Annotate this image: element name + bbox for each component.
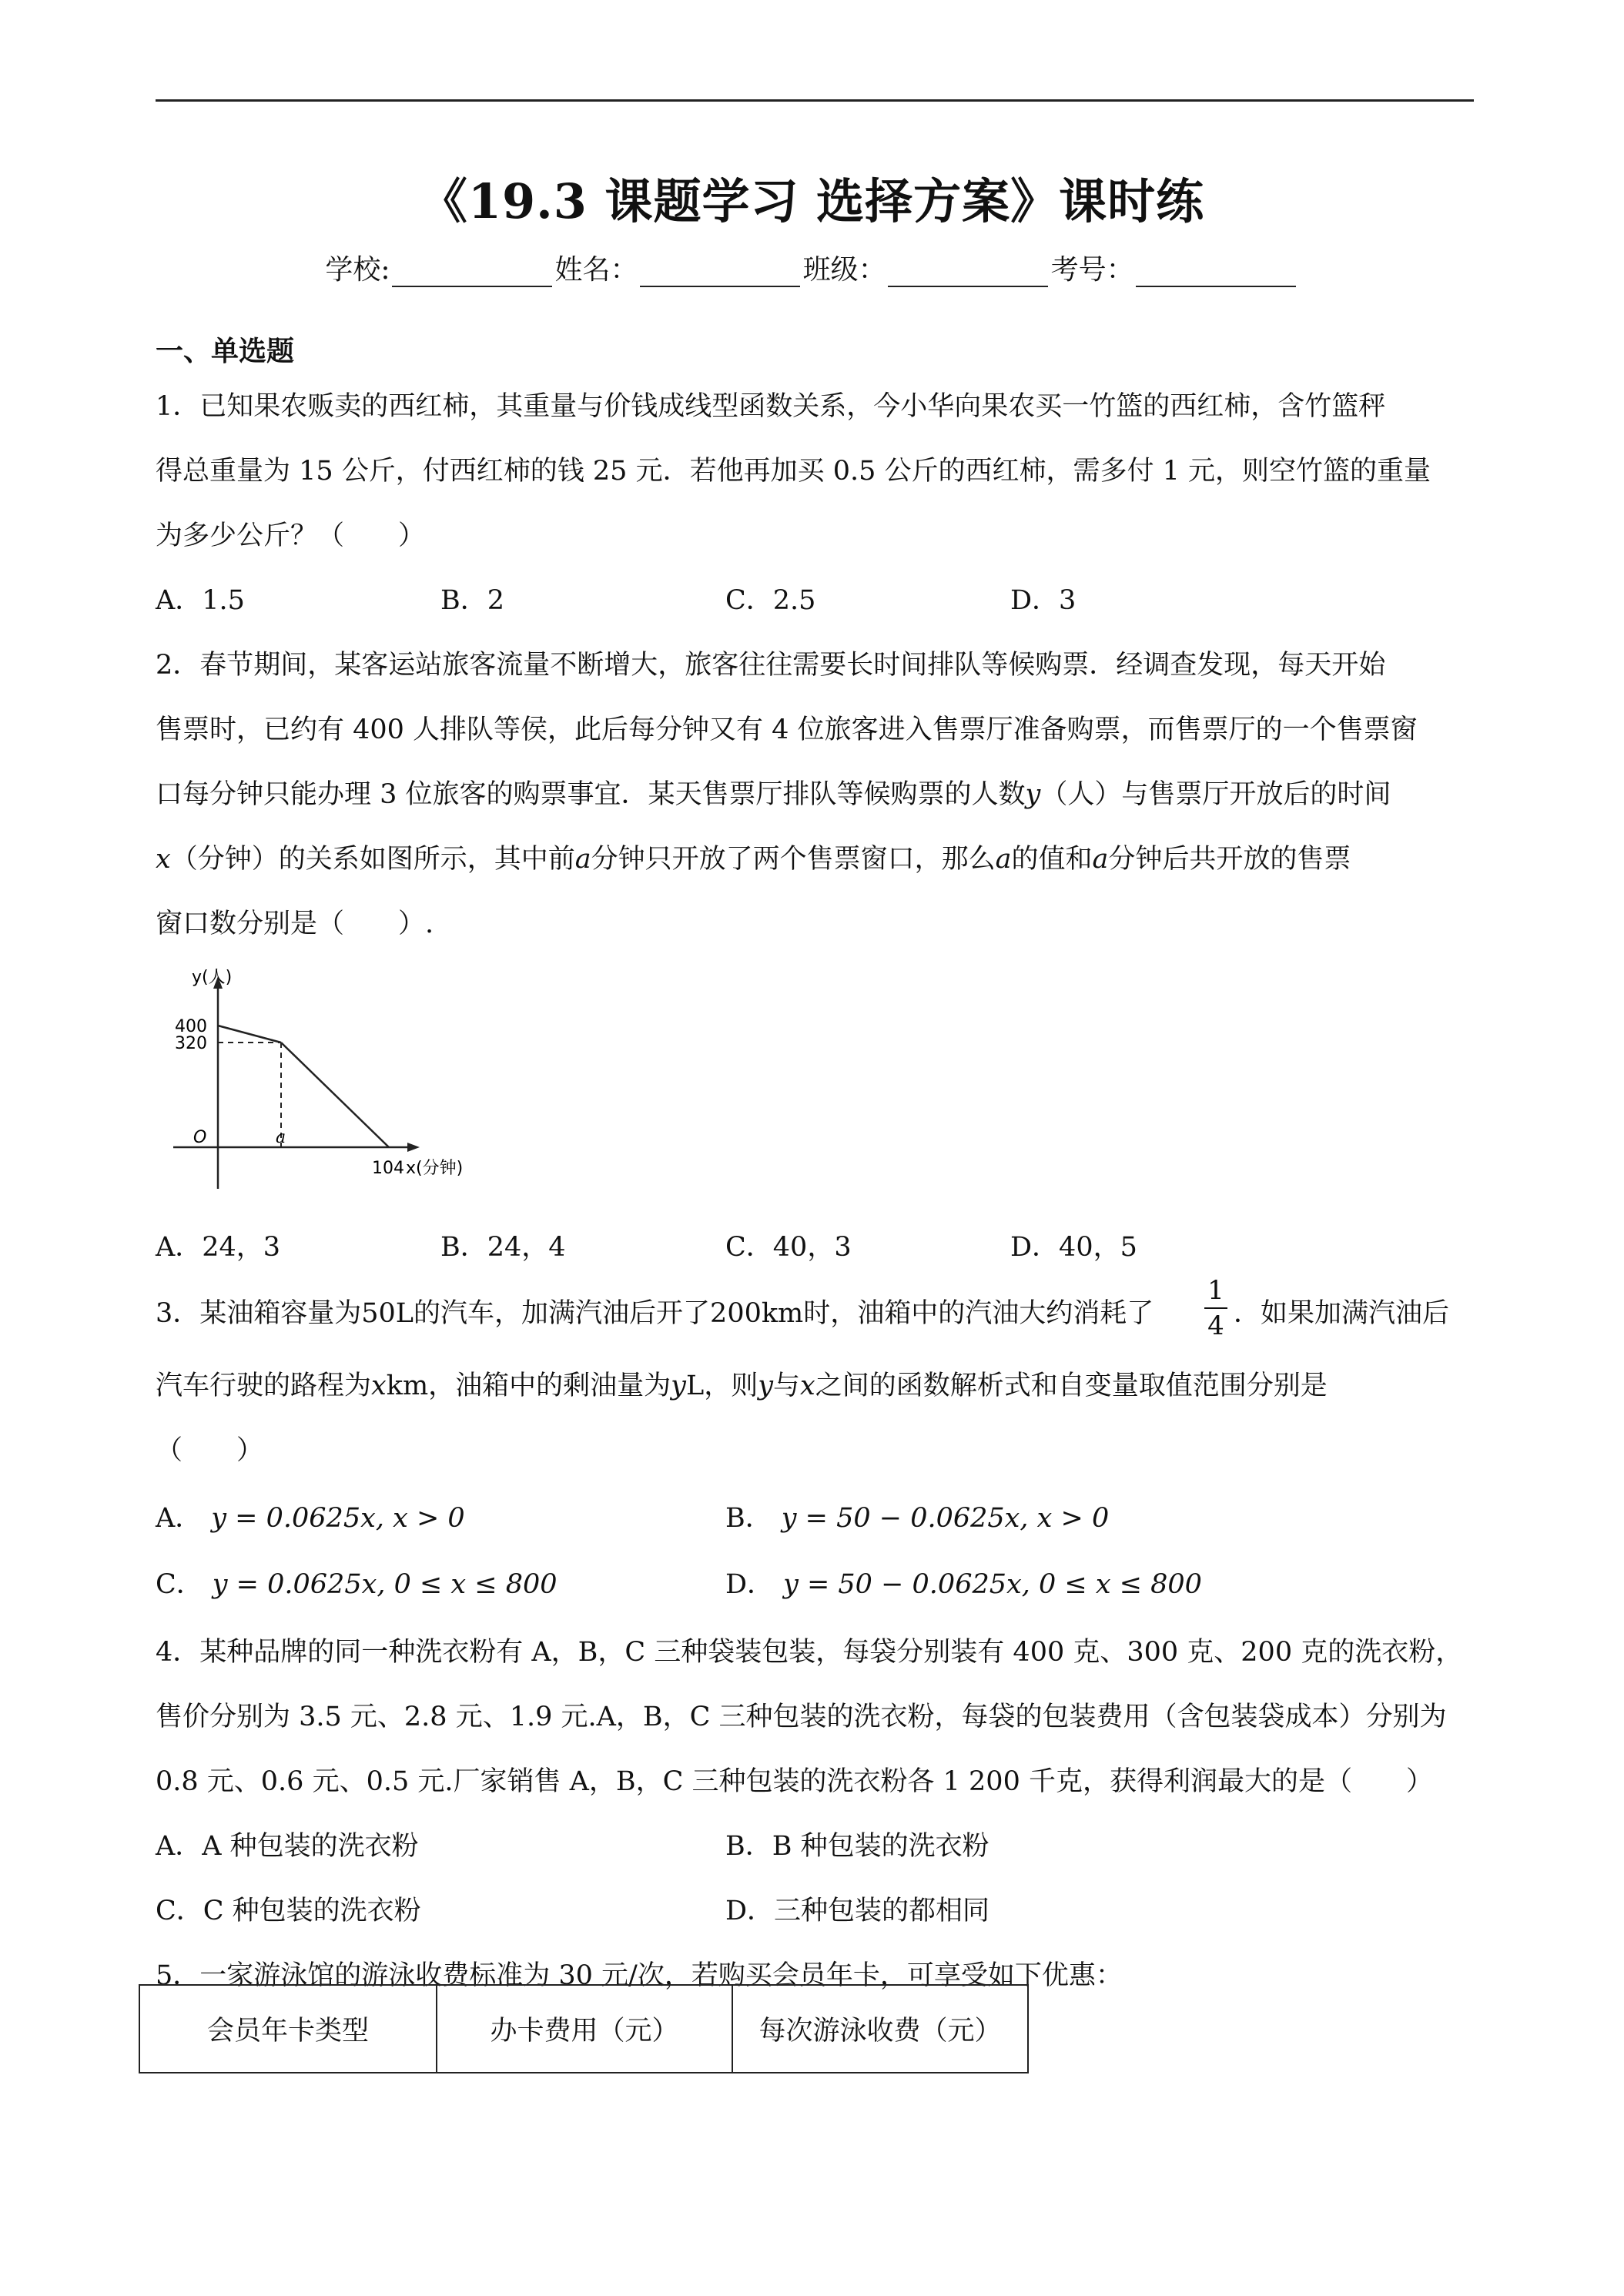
fraction-numerator: 1 (1207, 1275, 1224, 1306)
q5-line-1: 5．一家游泳馆的游泳收费标准为 30 元/次，若购买会员年卡，可享受如下优惠： (156, 1960, 1123, 1991)
q2-line-4-text-a: （分钟）的关系如图所示，其中前 (170, 844, 575, 875)
student-info-line (0, 248, 1624, 287)
section-heading: 一、单选题 (156, 335, 295, 367)
q4-line-1: 4．某种品牌的同一种洗衣粉有 A，B，C 三种袋装包装，每袋分别装有 400 克、300 克、200 克的洗衣粉， (156, 1637, 1463, 1668)
table-header-card-fee: 办卡费用（元） (437, 1985, 732, 2073)
q1-line-3: 为多少公斤？（ ） (156, 520, 426, 551)
q3-line-1a: 3．某油箱容量为50L的汽车，加满汽油后开了200km时，油箱中的汽油大约消耗了 (156, 1298, 1154, 1329)
q3-line-2 (156, 1364, 1328, 1403)
q4-line-3: 0.8 元、0.6 元、0.5 元.厂家销售 A，B，C 三种包装的洗衣粉各 1 200 千克，获得利润最大的是（ ） (156, 1766, 1433, 1797)
q2-option-d[interactable]: D．40，5 (1010, 1232, 1137, 1263)
q1-option-a[interactable]: A．1.5 (156, 585, 245, 616)
school-blank[interactable] (392, 259, 552, 287)
school-label: 学校: (325, 254, 390, 286)
q2-var-y: y (1025, 779, 1041, 810)
q4-option-a[interactable]: A．A 种包装的洗衣粉 (156, 1831, 419, 1862)
q3-option-c-expr: y = 0.0625x, 0 ≤ x ≤ 800 (212, 1569, 558, 1600)
q3-option-d-expr: y = 50 − 0.0625x, 0 ≤ x ≤ 800 (783, 1569, 1202, 1600)
q3-var-y: y (671, 1371, 686, 1401)
q1-line-2: 得总重量为 15 公斤，付西红柿的钱 25 元．若他再加买 0.5 公斤的西红柿，需多付 1 元，则空竹篮的重量 (156, 456, 1431, 487)
q2-line-3-text-a: 口每分钟只能办理 3 位旅客的购票事宜．某天售票厅排队等候购票的人数 (156, 779, 1026, 810)
graph-x-label: x(分钟) (406, 1159, 464, 1178)
q3-line-3: （ ） (156, 1435, 264, 1466)
q1-line-1: 1．已知果农贩卖的西红柿，其重量与价钱成线型函数关系，今小华向果农买一竹篮的西红柿，含竹篮秤 (156, 391, 1386, 422)
q2-line-3 (156, 773, 1391, 812)
q2-var-a-2: a (995, 844, 1012, 875)
q3-option-a-label: A． (156, 1503, 203, 1534)
name-label: 姓名： (554, 254, 638, 286)
exam-no-blank[interactable] (1136, 259, 1296, 287)
page-title: 《19.3 课题学习 选择方案》课时练 (419, 173, 1205, 229)
q2-line-5: 窗口数分别是（ ）. (156, 909, 434, 939)
class-blank[interactable] (888, 259, 1048, 287)
name-blank[interactable] (640, 259, 800, 287)
q3-var-x: x (371, 1371, 387, 1401)
q3-line-2-text-e: 之间的函数解析式和自变量取值范围分别是 (815, 1371, 1328, 1401)
q4-option-b[interactable]: B．B 种包装的洗衣粉 (725, 1831, 989, 1862)
q4-option-d[interactable]: D．三种包装的都相同 (725, 1896, 990, 1926)
q3-option-b[interactable] (725, 1497, 1109, 1535)
q2-var-a-1: a (574, 844, 591, 875)
q1-option-c[interactable]: C．2.5 (725, 585, 816, 616)
q3-fraction (1204, 1275, 1227, 1341)
q2-option-b[interactable]: B．24，4 (440, 1232, 566, 1263)
graph-tick-104: 104 (372, 1159, 404, 1178)
fraction-denominator: 4 (1207, 1310, 1224, 1341)
q5-membership-table (139, 1984, 1029, 2073)
q4-option-c[interactable]: C．C 种包装的洗衣粉 (156, 1896, 421, 1926)
q3-option-d[interactable] (725, 1563, 1202, 1602)
q3-option-b-expr: y = 50 − 0.0625x, x > 0 (781, 1503, 1110, 1534)
graph-origin-label: O (193, 1128, 207, 1147)
q2-option-a[interactable]: A．24，3 (156, 1232, 281, 1263)
q3-line-2-text-b: km，油箱中的剩油量为 (386, 1371, 671, 1401)
q3-line-2-text-c: L，则 (685, 1371, 758, 1401)
q3-line-1b: ．如果加满汽油后 (1234, 1298, 1450, 1329)
q2-line-4-text-b: 分钟只开放了两个售票窗口，那么 (591, 844, 996, 875)
q3-option-c[interactable] (156, 1563, 558, 1602)
graph-tick-320: 320 (175, 1034, 207, 1053)
q3-option-d-label: D． (725, 1569, 775, 1600)
q2-line-1: 2．春节期间，某客运站旅客流量不断增大，旅客往往需要长时间排队等候购票．经调查发现，每天开始 (156, 650, 1386, 681)
q3-line-2-text-a: 汽车行驶的路程为 (156, 1371, 372, 1401)
q3-option-c-label: C． (156, 1569, 203, 1600)
q3-var-y-2: y (758, 1371, 773, 1401)
q3-option-a[interactable] (156, 1497, 465, 1535)
q2-line-4-text-c: 的值和 (1011, 844, 1093, 875)
graph-x-arrow (407, 1143, 420, 1152)
q4-line-2: 售价分别为 3.5 元、2.8 元、1.9 元.A，B，C 三种包装的洗衣粉，每袋的包装费用（含包装袋成本）分别为 (156, 1702, 1447, 1732)
graph-tick-400: 400 (175, 1017, 207, 1036)
q2-option-c[interactable]: C．40，3 (725, 1232, 852, 1263)
q2-var-x: x (156, 844, 171, 875)
q2-line-4 (156, 838, 1351, 876)
class-label: 班级： (802, 254, 886, 286)
q3-option-a-expr: y = 0.0625x, x > 0 (211, 1503, 465, 1534)
fraction-bar (1204, 1307, 1227, 1309)
table-header-per-swim-fee: 每次游泳收费（元） (732, 1985, 1028, 2073)
graph-tick-a: a (276, 1128, 286, 1147)
q2-queue-graph (158, 969, 481, 1200)
table-row (139, 1985, 1028, 2073)
q1-option-d[interactable]: D．3 (1010, 585, 1077, 616)
q2-line-2: 售票时，已约有 400 人排队等侯，此后每分钟又有 4 位旅客进入售票厅准备购票，而售票厅的一个售票窗 (156, 715, 1418, 745)
q2-line-3-text-b: （人）与售票厅开放后的时间 (1040, 779, 1391, 810)
graph-y-label: y(人) (192, 969, 233, 987)
q3-line-2-text-d: 与 (772, 1371, 800, 1401)
q2-var-a-3: a (1092, 844, 1109, 875)
q3-var-x-2: x (800, 1371, 815, 1401)
table-header-card-type: 会员年卡类型 (139, 1985, 437, 2073)
exam-no-label: 考号： (1050, 254, 1134, 286)
header-rule (156, 99, 1474, 102)
q1-option-b[interactable]: B．2 (440, 585, 504, 616)
q2-line-4-text-d: 分钟后共开放的售票 (1108, 844, 1351, 875)
q3-option-b-label: B． (725, 1503, 772, 1534)
graph-segment-1 (218, 1026, 281, 1043)
graph-segment-2 (281, 1043, 389, 1147)
